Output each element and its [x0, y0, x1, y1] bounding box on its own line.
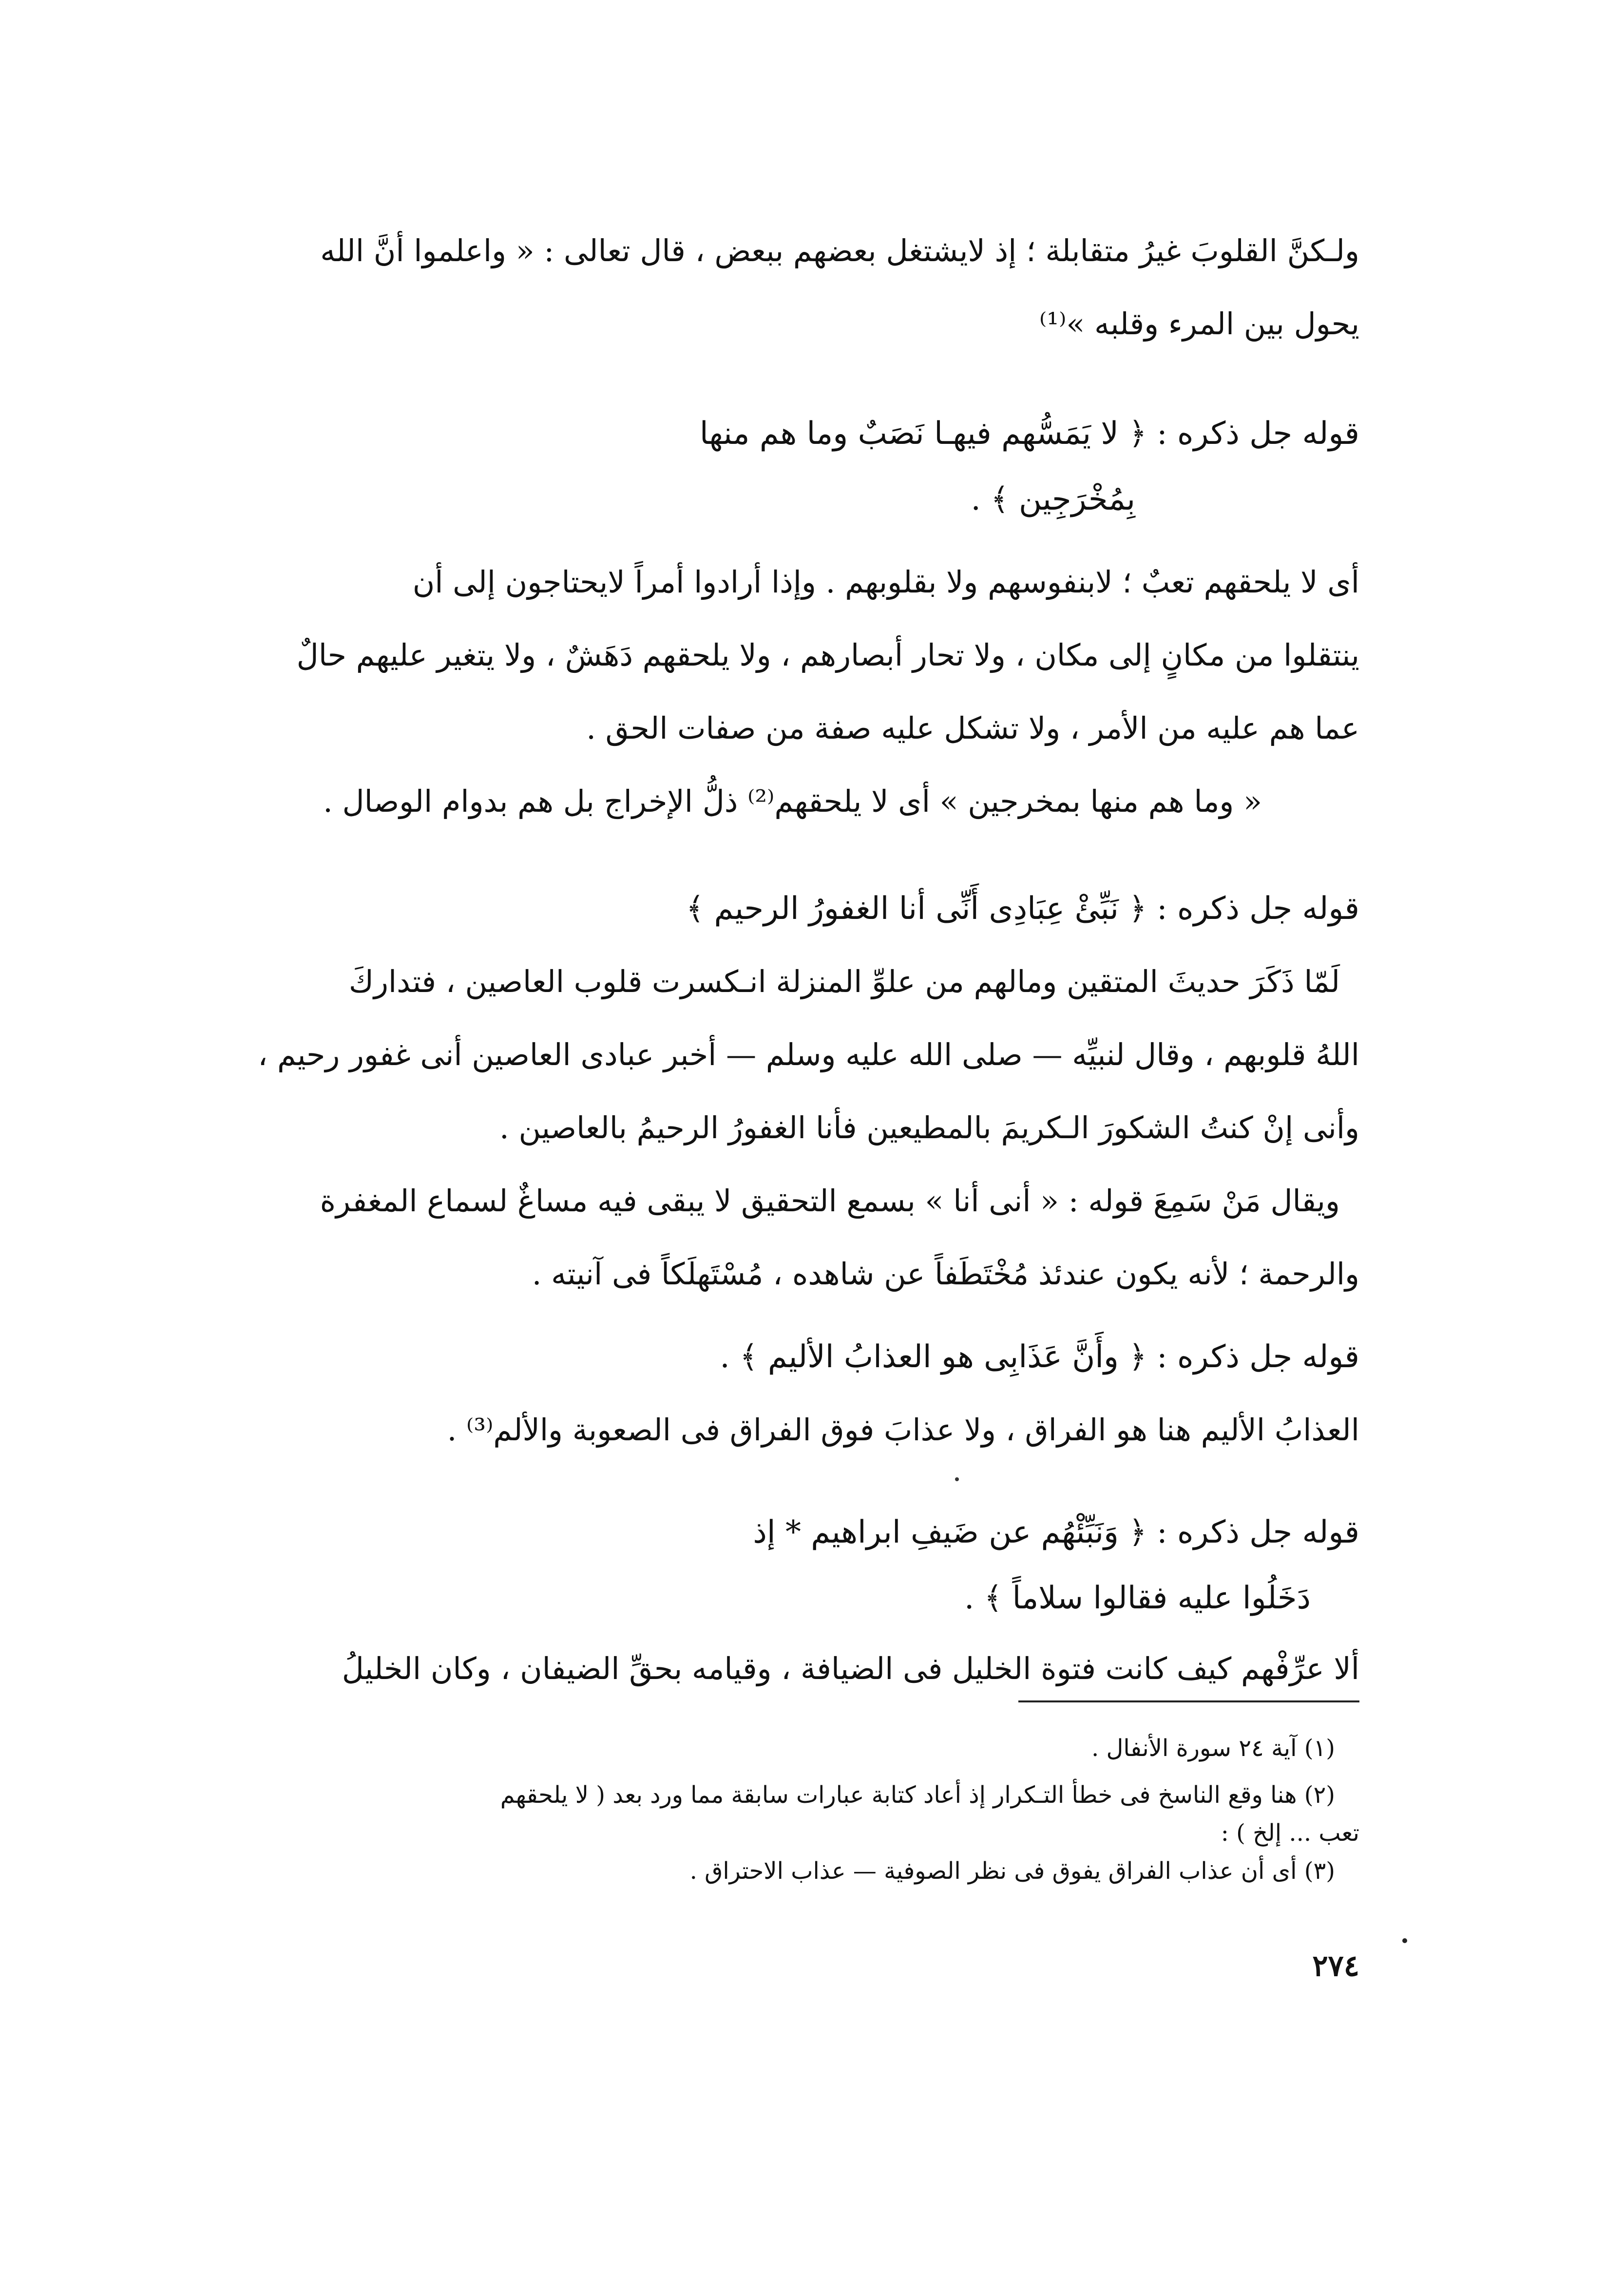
verse-heading-continued: دَخَلُوا عليه فقالوا سلاماً ﴾ . — [964, 1580, 1311, 1616]
verse-heading: قوله جل ذكره : ﴿ لا يَمَسُّهم فيهـا نَصَبٌ وما هم منها — [699, 416, 1359, 452]
section-1 — [273, 397, 1359, 529]
text-line: ويقال مَنْ سَمِعَ قوله : « أنى أنا » بسمع التحقيق لا يبقى فيه مساغٌ لسماع المغفرة — [320, 1183, 1340, 1219]
footnotes — [292, 1725, 1359, 1894]
ink-speck — [1402, 1938, 1407, 1943]
text-line: وأنى إنْ كنتُ الشكورَ الـكريمَ بالمطيعين فأنا الغفورُ الرحيمُ بالعاصين . — [499, 1110, 1359, 1146]
footnote-2-continued: تعب ... إلخ ) : — [1221, 1819, 1359, 1847]
text-line: « وما هم منها بمخرجين » أى لا يلحقهم⁽²⁾ ذلُّ الإخراج بل هم بدوام الوصال . — [323, 783, 1262, 819]
text-line: العذابُ الأليم هنا هو الفراق ، ولا عذابَ فوق الفراق فى الصعوبة والألم⁽³⁾ . — [447, 1412, 1359, 1448]
section-2-body — [258, 945, 1359, 1311]
text-line: اللهُ قلوبهم ، وقال لنبيِّه — صلى الله عليه وسلم — أخبر عبادى العاصين أنى غفور رحيم ، — [258, 1037, 1359, 1072]
page-number: ٢٧٤ — [1312, 1949, 1359, 1983]
ink-speck — [955, 1477, 959, 1481]
footnote-2: (٢) هنا وقع الناسخ فى خطأ التـكرار إذ أعاد كتابة عبارات سابقة مما ورد بعد ( لا يلحقهم — [500, 1781, 1335, 1809]
section-4 — [273, 1496, 1359, 1710]
verse-heading: قوله جل ذكره : ﴿ نَبِّئْ عِبَادِى أَنِّى أنا الغفورُ الرحيم ﴾ — [686, 891, 1359, 927]
verse-heading: قوله جل ذكره : ﴿ وَنَبِّئْهُم عن ضَيفِ ابراهيم * إذ — [753, 1514, 1359, 1550]
section-2 — [273, 872, 1359, 945]
text-line: والرحمة ؛ لأنه يكون عندئذ مُخْتَطَفاً عن شاهده ، مُسْتَهلَكاً فى آنيته . — [532, 1256, 1359, 1292]
text-line: ألا عرِّفْهم كيف كانت فتوة الخليل فى الضيافة ، وقيامه بحقِّ الضيفان ، وكان الخليلُ — [342, 1651, 1359, 1686]
verse-heading-continued: بِمُخْرَجِين ﴾ . — [971, 481, 1135, 517]
footnote-rule — [1018, 1700, 1359, 1702]
verse-heading: قوله جل ذكره : ﴿ وأَنَّ عَذَابِى هو العذابُ الأليم ﴾ . — [720, 1339, 1359, 1375]
text-line: أى لا يلحقهم تعبٌ ؛ لابنفوسهم ولا بقلوبهم . وإذا أرادوا أمراً لايحتاجون إلى أن — [412, 564, 1359, 600]
section-1-body — [273, 546, 1359, 838]
text-line: ولـكنَّ القلوبَ غيرُ متقابلة ؛ إذ لايشتغل بعضهم ببعض ، قال تعالى : « واعلموا أنَّ الله — [320, 233, 1359, 268]
footnote-3: (٣) أى أن عذاب الفراق يفوق فى نظر الصوفية — عذاب الاحتراق . — [689, 1857, 1335, 1885]
text-line: لَمّا ذَكَرَ حديثَ المتقين ومالهم من علوِّ المنزلة انـكسرت قلوب العاصين ، فتداركَ — [348, 964, 1340, 999]
text-line: ينتقلوا من مكانٍ إلى مكان ، ولا تحار أبصارهم ، ولا يلحقهم دَهَشٌ ، ولا يتغير عليهم حالٌ — [296, 637, 1359, 673]
section-3 — [273, 1320, 1359, 1467]
text-line: يحول بين المرء وقلبه »⁽¹⁾ — [1039, 306, 1359, 342]
text-line: عما هم عليه من الأمر ، ولا تشكل عليه صفة من صفات الحق . — [586, 710, 1359, 746]
opening-paragraph — [273, 214, 1359, 361]
footnote-1: (١) آية ٢٤ سورة الأنفال . — [1091, 1735, 1335, 1762]
